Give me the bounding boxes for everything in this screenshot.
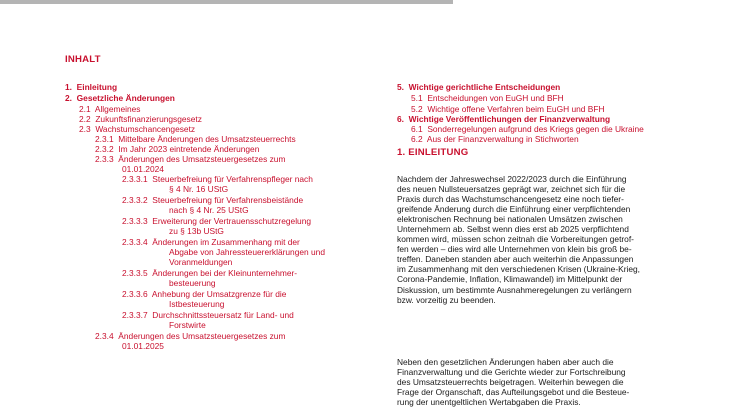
paragraph-line: des neuen Nullsteuersatzes geprägt war, zeichnet sich für die (397, 184, 626, 195)
toc-heading: INHALT (65, 54, 101, 65)
paragraph-line: rung der unentgeltlichen Wertabgaben die Praxis. (397, 397, 581, 408)
toc-link-2-3-1[interactable]: 2.3.1 Mittelbare Änderungen des Umsatzsteuerrechts (95, 134, 296, 144)
paragraph-line: Corona-Pandemie, Inflation, Klimawandel) im Mittelpunkt der (397, 274, 623, 285)
toc-link-2-3-3[interactable]: 2.3.3 Änderungen des Umsatzsteuergesetzes zum (95, 154, 286, 164)
paragraph-line: Neben den gesetzlichen Änderungen haben aber auch die (397, 357, 614, 367)
toc-link-2-2[interactable]: 2.2 Zukunftsfinanzierungsgesetz (79, 114, 202, 124)
paragraph-2 (397, 357, 727, 407)
toc-link-2-3-3-7-cont[interactable]: Forstwirte (169, 320, 206, 330)
toc-link-1[interactable]: 1. Einleitung (65, 82, 118, 92)
paragraph-line: treffen. Daneben standen aber auch weiterhin die Anpassungen (397, 254, 634, 265)
paragraph-line: Diskussion, um bestimmte Ausnahmeregelungen zu verlängern (397, 284, 632, 295)
toc-link-2-3-3-3[interactable]: 2.3.3.3 Erweiterung der Vertrauensschutzregelung (122, 216, 312, 226)
toc-link-2-3-3-2-cont[interactable]: nach § 4 Nr. 25 UStG (169, 205, 249, 215)
toc-link-6-1[interactable]: 6.1 Sonderregelungen aufgrund des Kriegs gegen die Ukraine (411, 124, 644, 134)
paragraph-line: Praxis durch das Wachstumschancengesetz eine noch tiefer- (397, 194, 624, 205)
toc-link-6[interactable]: 6. Wichtige Veröffentlichungen der Finanzverwaltung (397, 114, 611, 124)
paragraph-1 (397, 174, 727, 305)
toc-link-2-3-3-1[interactable]: 2.3.3.1 Steuerbefreiung für Verfahrenspfleger nach (122, 174, 313, 184)
top-divider-bar (0, 0, 453, 4)
toc-link-2-1[interactable]: 2.1 Allgemeines (79, 104, 141, 114)
paragraph-line: des Umsatzsteuerrechts beigetragen. Weiterhin bewegen die (397, 377, 624, 388)
paragraph-line: Nachdem der Jahreswechsel 2022/2023 durch die Einführung (397, 174, 627, 184)
paragraph-line: elektronischen Rechnung bei nationalen Umsätzen zwischen (397, 214, 623, 225)
toc-link-2-3-3-3-cont[interactable]: zu § 13b UStG (169, 226, 224, 236)
paragraph-line: Finanzverwaltung und die Gerichte wieder zur Fortschreibung (397, 367, 626, 378)
toc-link-2-3-3-5[interactable]: 2.3.3.5 Änderungen bei der Kleinunternehmer- (122, 268, 298, 278)
toc-link-2-3-3-6[interactable]: 2.3.3.6 Anhebung der Umsatzgrenze für die (122, 289, 287, 299)
paragraph-line: Unternehmern ab. Selbst wenn dies erst ab 2025 verpflichtend (397, 224, 629, 235)
paragraph-line: fen werden – dies wird alle Unternehmen von klein bis groß be- (397, 244, 632, 255)
toc-link-2-3-3-4-cont[interactable]: Abgabe von Jahressteuererklärungen und (169, 247, 325, 257)
toc-link-5-1[interactable]: 5.1 Entscheidungen von EuGH und BFH (411, 93, 564, 103)
toc-link-5[interactable]: 5. Wichtige gerichtliche Entscheidungen (397, 82, 561, 92)
toc-link-2-3-3-2[interactable]: 2.3.3.2 Steuerbefreiung für Verfahrensbeistände (122, 195, 304, 205)
paragraph-line: bzw. vorzeitig zu beenden. (397, 294, 496, 305)
toc-link-2-3-3-cont[interactable]: 01.01.2024 (122, 164, 164, 174)
paragraph-line: greifende Änderung durch die Einführung einer verpflichtenden (397, 204, 631, 215)
paragraph-line: im Zusammenhang mit den verschiedenen Krisen (Ukraine-Krieg, (397, 264, 640, 275)
toc-link-6-2[interactable]: 6.2 Aus der Finanzverwaltung in Stichworten (411, 134, 579, 144)
toc-link-2-3-3-7[interactable]: 2.3.3.7 Durchschnittssteuersatz für Land- und (122, 310, 294, 320)
toc-link-2-3-2[interactable]: 2.3.2 Im Jahr 2023 eintretende Änderungen (95, 144, 260, 154)
toc-link-2-3-3-6-cont[interactable]: Istbesteuerung (169, 299, 225, 309)
toc-link-2[interactable]: 2. Gesetzliche Änderungen (65, 93, 175, 103)
toc-link-2-3[interactable]: 2.3 Wachstumschancengesetz (79, 124, 196, 134)
section-title-einleitung: 1. EINLEITUNG (397, 147, 469, 158)
toc-link-2-3-3-4[interactable]: 2.3.3.4 Änderungen im Zusammenhang mit der (122, 237, 300, 247)
toc-link-2-3-3-5-cont[interactable]: besteuerung (169, 278, 216, 288)
toc-link-2-3-3-1-cont[interactable]: § 4 Nr. 16 UStG (169, 184, 229, 194)
toc-link-2-3-4[interactable]: 2.3.4 Änderungen des Umsatzsteuergesetzes zum (95, 331, 286, 341)
toc-link-2-3-4-cont[interactable]: 01.01.2025 (122, 341, 164, 351)
toc-link-5-2[interactable]: 5.2 Wichtige offene Verfahren beim EuGH und BFH (411, 104, 605, 114)
toc-link-2-3-3-4-cont2[interactable]: Voranmeldungen (169, 257, 233, 267)
paragraph-line: Frage der Organschaft, das Aufteilungsgebot und die Besteue- (397, 387, 630, 398)
paragraph-line: kommen wird, müssen schon zeitnah die Vorbereitungen getrof- (397, 234, 634, 245)
